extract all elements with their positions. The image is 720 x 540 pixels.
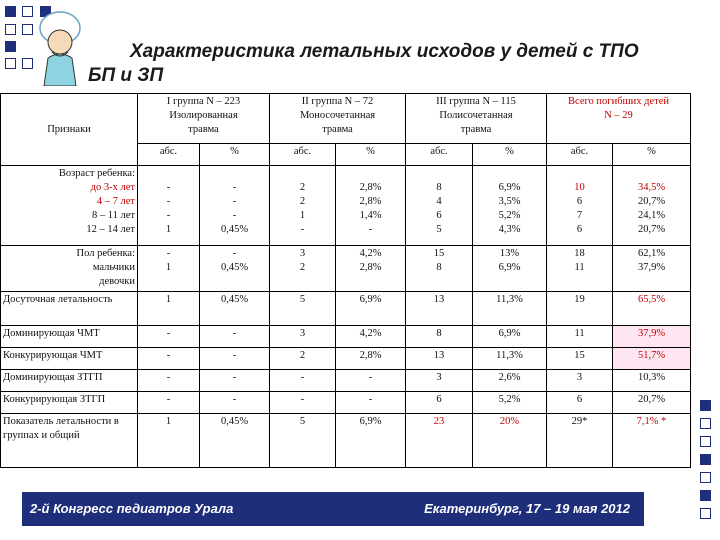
table-cell: - — [270, 370, 336, 392]
table-cell: - — [200, 348, 270, 370]
table-cell: 5 — [270, 292, 336, 326]
abs-header: абс. — [406, 144, 473, 166]
table-cell: - — [200, 326, 270, 348]
table-cell: 7,1% * — [613, 414, 691, 468]
group2-header: II группа N – 72 Моносочетанная травма — [270, 94, 406, 144]
table-cell: 8 — [406, 326, 473, 348]
table-cell: 5,2% — [473, 392, 547, 414]
row-label: Конкурирующая ЗТГП — [1, 392, 138, 414]
pct-header: % — [200, 144, 270, 166]
table-row — [1, 392, 691, 414]
table-cell: - 1 — [138, 246, 200, 292]
table-cell: 4,2% — [336, 326, 406, 348]
sex-label: Пол ребенка: мальчики девочки — [1, 246, 138, 292]
table-cell: 20,7% — [613, 392, 691, 414]
table-cell: 1 — [138, 414, 200, 468]
table-cell: - - - 1 — [138, 166, 200, 246]
table-row — [1, 292, 691, 326]
table-cell: - — [336, 392, 406, 414]
table-cell: 11,3% — [473, 348, 547, 370]
table-cell: 18 11 — [547, 246, 613, 292]
mortality-table — [0, 93, 691, 468]
abs-header: абс. — [138, 144, 200, 166]
table-cell: 6,9% 3,5% 5,2% 4,3% — [473, 166, 547, 246]
age-label: Возраст ребенка: до 3-х лет 4 – 7 лет 8 – 11 лет 12 – 14 лет — [1, 166, 138, 246]
table-cell: 13% 6,9% — [473, 246, 547, 292]
header-row — [1, 94, 691, 144]
table-cell: 2,6% — [473, 370, 547, 392]
table-cell: 51,7% — [613, 348, 691, 370]
page-title: Характеристика летальных исходов у детей с ТПО БП и ЗП — [88, 41, 639, 86]
table-cell: 15 8 — [406, 246, 473, 292]
table-cell: - — [200, 370, 270, 392]
table-cell: - — [138, 392, 200, 414]
age-row — [1, 166, 691, 246]
table-cell: 0,45% — [200, 292, 270, 326]
pct-header: % — [336, 144, 406, 166]
table-cell: 2,8% 2,8% 1,4% - — [336, 166, 406, 246]
table-cell: 3 — [270, 326, 336, 348]
doctor-illustration — [30, 6, 90, 86]
table-cell: 6 — [406, 392, 473, 414]
table-cell: - — [138, 348, 200, 370]
table-cell: 2 2 1 - — [270, 166, 336, 246]
group1-header: I группа N – 223 Изолированная травма — [138, 94, 270, 144]
table-cell: - — [200, 392, 270, 414]
table-cell: 11,3% — [473, 292, 547, 326]
total-header: Всего погибших детей N – 29 — [547, 94, 691, 144]
signs-header: Признаки — [1, 94, 138, 166]
table-cell: 10 6 7 6 — [547, 166, 613, 246]
table-cell: 34,5% 20,7% 24,1% 20,7% — [613, 166, 691, 246]
table-cell: 0,45% — [200, 414, 270, 468]
table-cell: 19 — [547, 292, 613, 326]
table-cell: 13 — [406, 348, 473, 370]
table-cell: 6,9% — [336, 414, 406, 468]
pct-header: % — [613, 144, 691, 166]
abs-header: абс. — [270, 144, 336, 166]
row-label: Досуточная летальность — [1, 292, 138, 326]
table-cell: - - - 0,45% — [200, 166, 270, 246]
table-row — [1, 326, 691, 348]
table-cell: 4,2% 2,8% — [336, 246, 406, 292]
table-cell: 1 — [138, 292, 200, 326]
table-cell: 11 — [547, 326, 613, 348]
row-label: Конкурирующая ЧМТ — [1, 348, 138, 370]
table-cell: 20% — [473, 414, 547, 468]
table-cell: - — [138, 370, 200, 392]
abs-header: абс. — [547, 144, 613, 166]
table-cell: 8 4 6 5 — [406, 166, 473, 246]
group3-header: III группа N – 115 Полисочетанная травма — [406, 94, 547, 144]
footer-congress: 2-й Конгресс педиатров Урала — [30, 501, 234, 516]
table-cell: 2,8% — [336, 348, 406, 370]
table-cell: 6,9% — [473, 326, 547, 348]
table-cell: 3 2 — [270, 246, 336, 292]
table-cell: 5 — [270, 414, 336, 468]
table-cell: - — [138, 326, 200, 348]
table-cell: 2 — [270, 348, 336, 370]
row-label: Доминирующая ЗТГП — [1, 370, 138, 392]
table-cell: 65,5% — [613, 292, 691, 326]
footer-bar — [22, 492, 644, 526]
footer-location-date: Екатеринбург, 17 – 19 мая 2012 — [424, 501, 630, 516]
table-cell: - — [270, 392, 336, 414]
table-cell: 3 — [406, 370, 473, 392]
table-cell: 6 — [547, 392, 613, 414]
table-cell: - 0,45% — [200, 246, 270, 292]
table-cell: 37,9% — [613, 326, 691, 348]
table-row — [1, 370, 691, 392]
table-cell: 6,9% — [336, 292, 406, 326]
sex-row — [1, 246, 691, 292]
table-cell: 15 — [547, 348, 613, 370]
table-cell: 62,1% 37,9% — [613, 246, 691, 292]
pct-header: % — [473, 144, 547, 166]
table-row — [1, 348, 691, 370]
table-row — [1, 414, 691, 468]
table-cell: - — [336, 370, 406, 392]
row-label: Доминирующая ЧМТ — [1, 326, 138, 348]
row-label: Показатель летальности в группах и общий — [1, 414, 138, 468]
table-cell: 13 — [406, 292, 473, 326]
table-cell: 23 — [406, 414, 473, 468]
table-cell: 3 — [547, 370, 613, 392]
table-cell: 10,3% — [613, 370, 691, 392]
table-cell: 29* — [547, 414, 613, 468]
